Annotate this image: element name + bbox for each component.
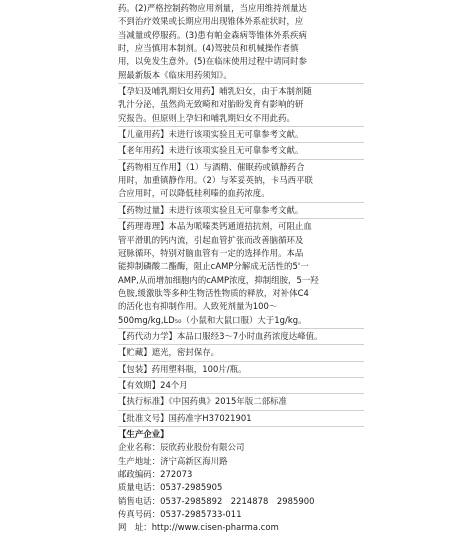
text-line: AMP,从而增加细胞内的cAMP浓度，抑制组胺，5一羟 <box>118 274 319 285</box>
section-heading-line: 【老年用药】未进行该项实验且无可靠参考文献。 <box>118 145 304 156</box>
section-divider <box>118 218 364 219</box>
pregnancy-section <box>118 85 364 125</box>
section-heading-line: 【执行标准】《中国药典》2015年版二部标准 <box>118 396 287 407</box>
section-divider <box>118 426 364 427</box>
section-divider <box>118 361 364 362</box>
text-line: 合应用时，可以降低桂利嗪的血药浓度。 <box>118 188 270 199</box>
text-line: 的活化也有抑制作用。人致死剂量为100～ <box>118 301 278 312</box>
text-line: 药。(2)严格控制药物应用剂量，当应用维持剂量达 <box>118 3 307 13</box>
text-line: 乳汁分泌，虽然尚无致畸和对胎盼发育有影响的研 <box>118 99 304 110</box>
package-insert-text <box>118 2 364 535</box>
company-name-line: 企业名称：辰欣药业股份有限公司 <box>118 442 245 453</box>
section-divider <box>118 202 364 203</box>
section-heading-line: 【贮藏】遮光，密封保存。 <box>118 347 220 358</box>
fax-line: 传真号码：0537-2985733-011 <box>118 509 242 520</box>
quality-phone-line: 质量电话：0537-2985905 <box>118 482 223 493</box>
section-divider <box>118 126 364 127</box>
section-divider <box>118 142 364 143</box>
text-line: 管平滑肌的钙内流，引起血管扩张而改善脑循环及 <box>118 234 304 245</box>
website-line: 网 址：http://www.cisen-pharma.com <box>118 522 279 533</box>
manufacturer-section <box>118 428 364 535</box>
text-line: 时，应当慎用本制剂。(4)驾驶员和机械操作者慎 <box>118 43 299 54</box>
elderly-section <box>118 144 364 157</box>
section-divider <box>118 410 364 411</box>
section-divider <box>118 83 364 84</box>
section-heading-line: 【药代动力学】本品口服经3～7小时血药浓度达峰值。 <box>118 330 323 341</box>
pharmacokinetics-section <box>118 330 364 343</box>
validity-section <box>118 379 364 392</box>
text-line: 用时，加重镇静作用。（2）与苯妥英钠，卡马西平联 <box>118 175 313 186</box>
text-line: 色胺,缓激肽等多种生物活性物质的释放，对补体C4 <box>118 287 309 298</box>
postcode-line: 邮政编码：272073 <box>118 469 193 479</box>
children-section <box>118 128 364 141</box>
approval-section <box>118 412 364 425</box>
pharmacology-section <box>118 220 364 327</box>
section-heading-line: 【药理毒理】本品为哌嗪类钙通道拮抗剂，可阻止血 <box>118 221 312 232</box>
section-heading-line: 【药物相互作用】（1）与酒精、催眠药或镇静药合 <box>118 161 305 172</box>
sales-phone-line: 销售电话：0537-2985892 2214878 2985900 <box>118 495 315 506</box>
address-line: 生产地址：济宁高新区海川路 <box>118 455 228 466</box>
section-heading-line: 【儿童用药】未进行该项实验且无可靠参考文献。 <box>118 129 304 140</box>
section-heading-line: 【批准文号】国药准字H37021901 <box>118 412 252 423</box>
interactions-section <box>118 161 364 201</box>
text-line: 不到治疗效果或长期应用出现锥体外系症状时，应 <box>118 16 304 27</box>
section-divider <box>118 393 364 394</box>
text-line: 当减量或停服药。(3)患有帕金森病等锥体外系疾病 <box>118 29 307 40</box>
text-line: 究报告。但原则上孕妇和哺乳期妇女不用此药。 <box>118 112 295 123</box>
section-heading-line: 【包装】药用塑料瓶，100片/瓶。 <box>118 363 247 374</box>
storage-section <box>118 346 364 359</box>
standard-section <box>118 395 364 408</box>
section-heading-line: 【孕妇及哺乳期妇女用药】哺乳妇女，由于本制剂随 <box>118 86 312 97</box>
text-line: 能抑制磷酸二酯酶，阻止cAMP分解成无活性的5'一 <box>118 261 309 272</box>
section-divider <box>118 328 364 329</box>
overdose-section <box>118 204 364 217</box>
precautions-continued-section <box>118 2 364 82</box>
section-heading-line: 【生产企业】 <box>118 428 169 439</box>
text-line: 500mg/kg,LD₅₀（小鼠和大鼠口服）大于1g/kg。 <box>118 314 307 325</box>
section-heading-line: 【药物过量】未进行该项实验且无可靠参考文献。 <box>118 204 304 215</box>
section-divider <box>118 344 364 345</box>
section-divider <box>118 159 364 160</box>
text-line: 冠脉循环，特别对脑血管有一定的选择作用。本品 <box>118 247 304 258</box>
text-line: 用，以免发生意外。(5)在临床使用过程中请同时参 <box>118 56 307 67</box>
section-heading-line: 【有效期】24个月 <box>118 379 188 390</box>
text-line: 照最新版本《临床用药须知》。 <box>118 69 232 80</box>
packaging-section <box>118 363 364 376</box>
section-divider <box>118 377 364 378</box>
